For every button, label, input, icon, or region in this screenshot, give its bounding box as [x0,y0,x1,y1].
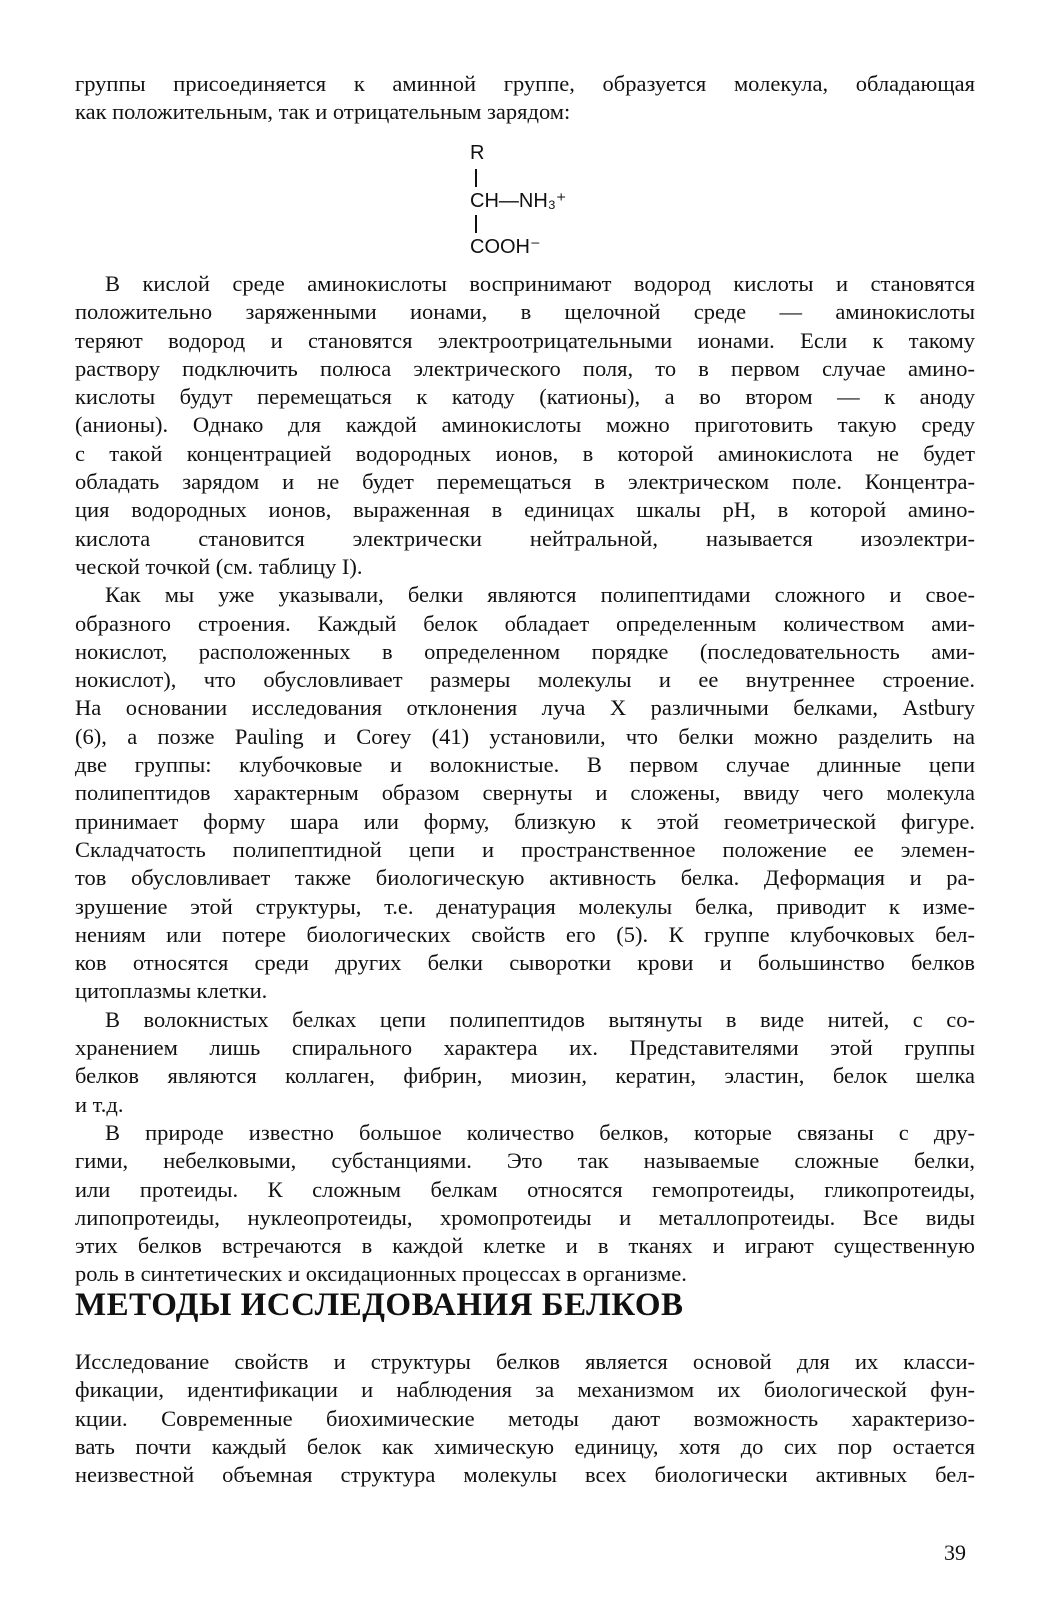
text-line: или протеиды. К сложным белкам относятся гемопротеиды, гликопротеиды, [75,1176,975,1202]
formula-ch-nh3: CH—NH₃⁺ [470,190,567,212]
text-line: цитоплазмы клетки. [75,978,268,1004]
intro-paragraph [75,70,975,127]
text-line: (анионы). Однако для каждой аминокислоты можно приготовить такую среду [75,412,975,438]
text-line: фикации, идентификации и наблюдения за механизмом их биологической фун- [75,1377,975,1403]
text-line: теряют водород и становятся электроотрицательными ионами. Если к такому [75,327,975,353]
text-line: как положительным, так и отрицательным зарядом: [75,99,571,125]
text-line: нениям или потере биологических свойств его (5). К группе клубочковых бел- [75,921,975,947]
text-line: В кислой среде аминокислоты воспринимают водород кислоты и становятся [105,271,975,296]
text-line: тов обусловливает также биологическую активность белка. Деформация и ра- [75,865,975,891]
text-line: кции. Современные биохимические методы дают возможность характеризо- [75,1405,975,1431]
text-line: зрушение этой структуры, т.е. денатурация молекулы белка, приводит к изме- [75,893,975,919]
text-line: и т.д. [75,1091,124,1117]
text-line: этих белков встречаются в каждой клетке и в тканях и играют существенную [75,1233,975,1259]
text-line: роль в синтетических и оксидационных процессах в организме. [75,1261,687,1287]
text-line: гими, небелковыми, субстанциями. Это так называемые сложные белки, [75,1148,975,1174]
text-line: липопротеиды, нуклеопротеиды, хромопротеиды и металлопротеиды. Все виды [75,1204,975,1230]
text-line: две группы: клубочковые и волокнистые. В первом случае длинные цепи [75,752,975,778]
text-line: Исследование свойств и структуры белков является основой для их класси- [75,1349,975,1374]
formula-bond [475,169,477,187]
methods-paragraph [75,1348,975,1489]
text-line: полипептидов характерным образом свернуты и сложены, ввиду чего молекула [75,780,975,806]
text-line: раствору подключить полюса электрического поля, то в первом случае амино- [75,355,975,381]
text-line: белков являются коллаген, фибрин, миозин, кератин, эластин, белок шелка [75,1063,975,1089]
text-line: неизвестной объемная структура молекулы всех биологически активных бел- [75,1462,975,1488]
text-line: кислота становится электрически нейтральной, называется изоэлектри- [75,525,975,551]
main-text [75,270,975,1289]
text-line: принимает форму шара или форму, близкую к этой геометрической фигуре. [75,808,975,834]
text-line: (6), а позже Pauling и Corey (41) установили, что белки можно разделить на [75,723,975,749]
text-line: В природе известно большое количество белков, которые связаны с дру- [105,1119,975,1145]
text-line: обладать зарядом и не будет перемещаться в электрическом поле. Концентра- [75,469,975,495]
formula-cooh: COOH⁻ [470,236,541,258]
text-line: На основании исследования отклонения луча X различными белками, Astbury [75,695,975,721]
formula-r-group: R [470,142,485,164]
page-number: 39 [944,1540,966,1565]
text-line: ция водородных ионов, выраженная в единицах шкалы pH, в которой амино- [75,497,975,523]
text-line: В волокнистых белках цепи полипептидов вытянуты в виде нитей, с со- [105,1006,975,1032]
text-line: группы присоединяется к аминной группе, образуется молекула, обладающая [75,71,975,96]
text-line: с такой концентрацией водородных ионов, в которой аминокислота не будет [75,440,975,466]
text-line: ков относятся среди других белки сыворотки крови и большинство белков [75,950,975,976]
text-line: положительно заряженными ионами, в щелочной среде — аминокислоты [75,299,975,325]
text-line: вать почти каждый белок как химическую единицу, хотя до сих пор остается [75,1433,975,1459]
formula-bond [475,215,477,233]
text-line: Складчатость полипептидной цепи и пространственное положение ее элемен- [75,836,975,862]
text-line: кислоты будут перемещаться к катоду (катионы), а во втором — к аноду [75,384,975,410]
section-heading: МЕТОДЫ ИССЛЕДОВАНИЯ БЕЛКОВ [75,1287,684,1323]
text-line: нокислот), что обусловливает размеры молекулы и ее внутреннее строение. [75,667,975,693]
text-line: Как мы уже указывали, белки являются полипептидами сложного и свое- [105,582,975,608]
text-line: нокислот, расположенных в определенном порядке (последовательность ами- [75,638,975,664]
text-line: ческой точкой (см. таблицу I). [75,553,363,579]
text-line: образного строения. Каждый белок обладает определенным количеством ами- [75,610,975,636]
text-line: хранением лишь спирального характера их. Представителями этой группы [75,1035,975,1061]
